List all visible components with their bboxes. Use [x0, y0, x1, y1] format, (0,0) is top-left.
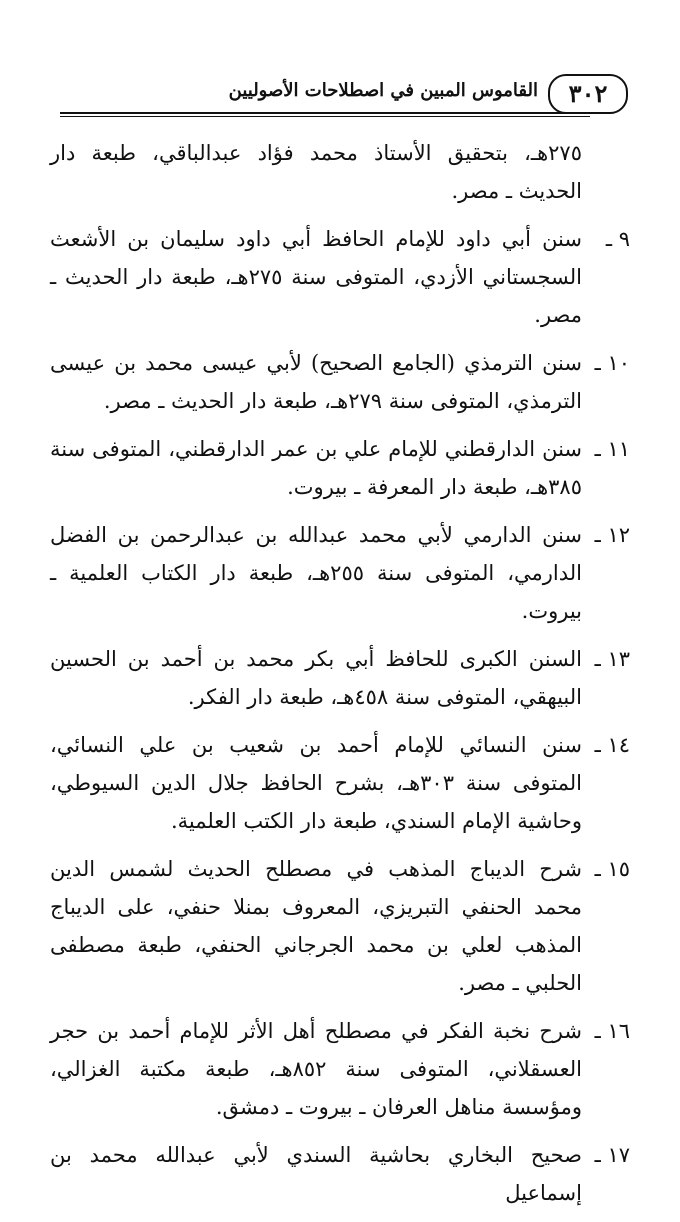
entry-number: ١٦ ـ [594, 1019, 630, 1043]
bibliography-entry-13 [50, 640, 630, 716]
entry-text: سنن الترمذي (الجامع الصحيح) لأبي عيسى محمد بن عيسى الترمذي، المتوفى سنة ٢٧٩هـ، طبعة دار الحديث ـ مصر. [50, 351, 582, 413]
entry-number: ١١ ـ [594, 437, 630, 461]
bibliography-entry-15 [50, 850, 630, 1002]
entry-number: ١٥ ـ [594, 857, 630, 881]
entry-number: ١٢ ـ [594, 523, 630, 547]
entry-number: ٩ ـ [605, 227, 630, 251]
continuation-entry [50, 134, 630, 210]
entry-text: سنن أبي داود للإمام الحافظ أبي داود سليمان بن الأشعث السجستاني الأزدي، المتوفى سنة ٢٧٥هـ، طبعة دار الحديث ـ مصر. [50, 227, 583, 327]
bibliography-entry-10 [50, 344, 630, 420]
entry-number: ١٧ ـ [594, 1143, 630, 1167]
running-title: القاموس المبين في اصطلاحات الأصوليين [228, 80, 538, 101]
entry-text: شرح نخبة الفكر في مصطلح أهل الأثر للإمام أحمد بن حجر العسقلاني، المتوفى سنة ٨٥٢هـ، طبعة مكتبة الغزالي، ومؤسسة مناهل العرفان ـ بيروت ـ دمشق. [50, 1019, 582, 1119]
page-number: ٣٠٢ [548, 74, 628, 114]
entry-number: ١٠ ـ [594, 351, 630, 375]
entry-text: السنن الكبرى للحافظ أبي بكر محمد بن أحمد بن الحسين البيهقي، المتوفى سنة ٤٥٨هـ، طبعة دار الفكر. [50, 647, 582, 709]
entry-text: شرح الديباج المذهب في مصطلح الحديث لشمس الدين محمد الحنفي التبريزي، المعروف بمنلا حنفي، على الديباج المذهب لعلي بن محمد الجرجاني الحنفي، طبعة مصطفى الحلبي ـ مصر. [50, 857, 582, 995]
header-rule [60, 112, 590, 114]
page-header [60, 68, 628, 116]
bibliography-entry-9 [50, 220, 630, 334]
entry-text: سنن الدارمي لأبي محمد عبدالله بن عبدالرحمن بن الفضل الدارمي، المتوفى سنة ٢٥٥هـ، طبعة دار الكتاب العلمية ـ بيروت. [50, 523, 582, 623]
bibliography-entry-12 [50, 516, 630, 630]
entry-number: ١٣ ـ [594, 647, 630, 671]
bibliography-entry-11 [50, 430, 630, 506]
header-rule-thin [60, 116, 590, 117]
bibliography-list [50, 134, 630, 1222]
entry-text: صحيح البخاري بحاشية السندي لأبي عبدالله محمد بن إسماعيل [50, 1143, 582, 1205]
entry-text: ٢٧٥هـ، بتحقيق الأستاذ محمد فؤاد عبدالباقي، طبعة دار الحديث ـ مصر. [50, 141, 582, 203]
bibliography-entry-14 [50, 726, 630, 840]
entry-text: سنن الدارقطني للإمام علي بن عمر الدارقطني، المتوفى سنة ٣٨٥هـ، طبعة دار المعرفة ـ بيروت. [50, 437, 582, 499]
entry-text: سنن النسائي للإمام أحمد بن شعيب بن علي النسائي، المتوفى سنة ٣٠٣هـ، بشرح الحافظ جلال الدين السيوطي، وحاشية الإمام السندي، طبعة دار الكتب العلمية. [50, 733, 582, 833]
bibliography-entry-17 [50, 1136, 630, 1212]
bibliography-entry-16 [50, 1012, 630, 1126]
entry-number: ١٤ ـ [594, 733, 630, 757]
